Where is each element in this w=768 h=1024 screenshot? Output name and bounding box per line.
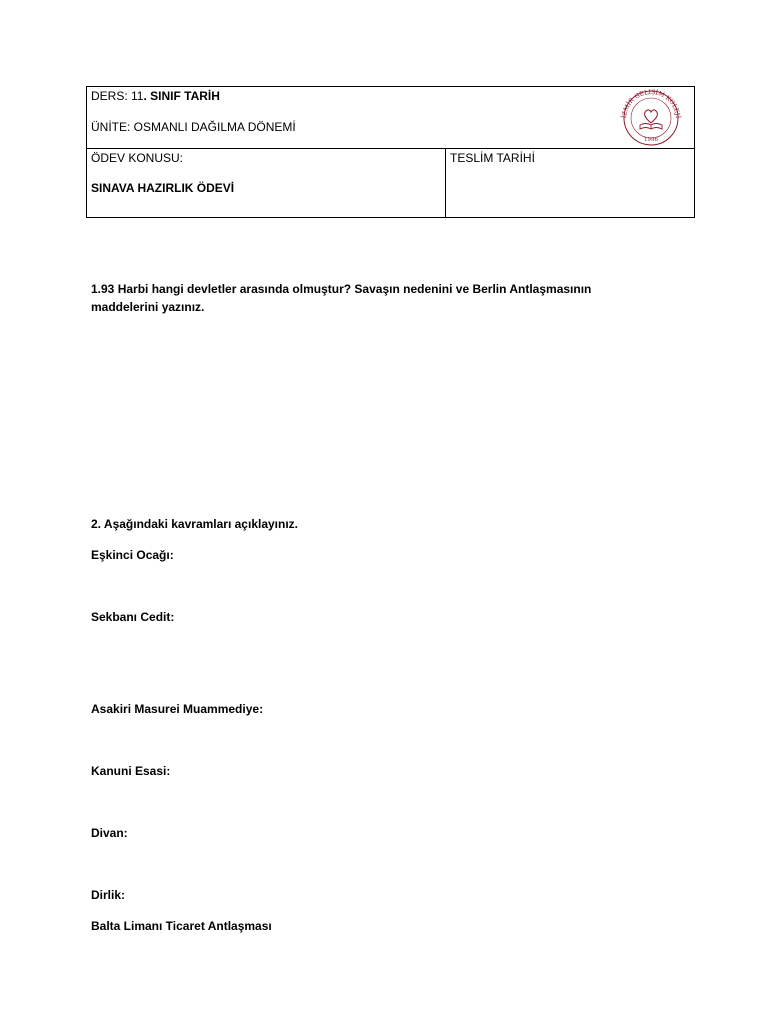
due-date-cell [446,149,694,217]
assignment-topic-label: ÖDEV KONUSU: [91,151,184,165]
school-logo [616,89,686,147]
course-label: DERS: 11 [91,89,144,103]
question-1-line-1: 1.93 Harbi hangi devletler arasında olmuştur? Savaşın nedenini ve Berlin Antlaşmasının [91,282,592,296]
assignment-topic-value: SINAVA HAZIRLIK ÖDEVİ [91,181,235,195]
course-value: . SINIF TARİH [143,89,220,103]
logo-text-top: İZMİR GELİŞİM KOLEJİ [620,89,682,119]
term-asakiri-mansure: Asakiri Masurei Muammediye: [91,702,264,716]
term-kanuni-esasi: Kanuni Esasi: [91,764,171,778]
unit-line: ÜNİTE: OSMANLI DAĞILMA DÖNEMİ [91,120,296,134]
term-divan: Divan: [91,826,128,840]
due-date-label: TESLİM TARİHİ [450,151,535,165]
question-2: 2. Aşağındaki kavramları açıklayınız. [91,517,298,531]
term-sekbani-cedit: Sekbanı Cedit: [91,610,175,624]
logo-year: 1996 [644,137,658,143]
term-eskinci-ocagi: Eşkinci Ocağı: [91,548,174,562]
term-dirlik: Dirlik: [91,888,126,902]
course-line [91,89,220,103]
question-1-line-2: maddelerini yazınız. [91,300,205,314]
header-table [86,86,695,218]
term-balta-limani: Balta Limanı Ticaret Antlaşması [91,919,272,933]
header-row-course [87,87,694,149]
header-row-assignment [87,149,694,217]
assignment-topic-cell [87,149,446,217]
